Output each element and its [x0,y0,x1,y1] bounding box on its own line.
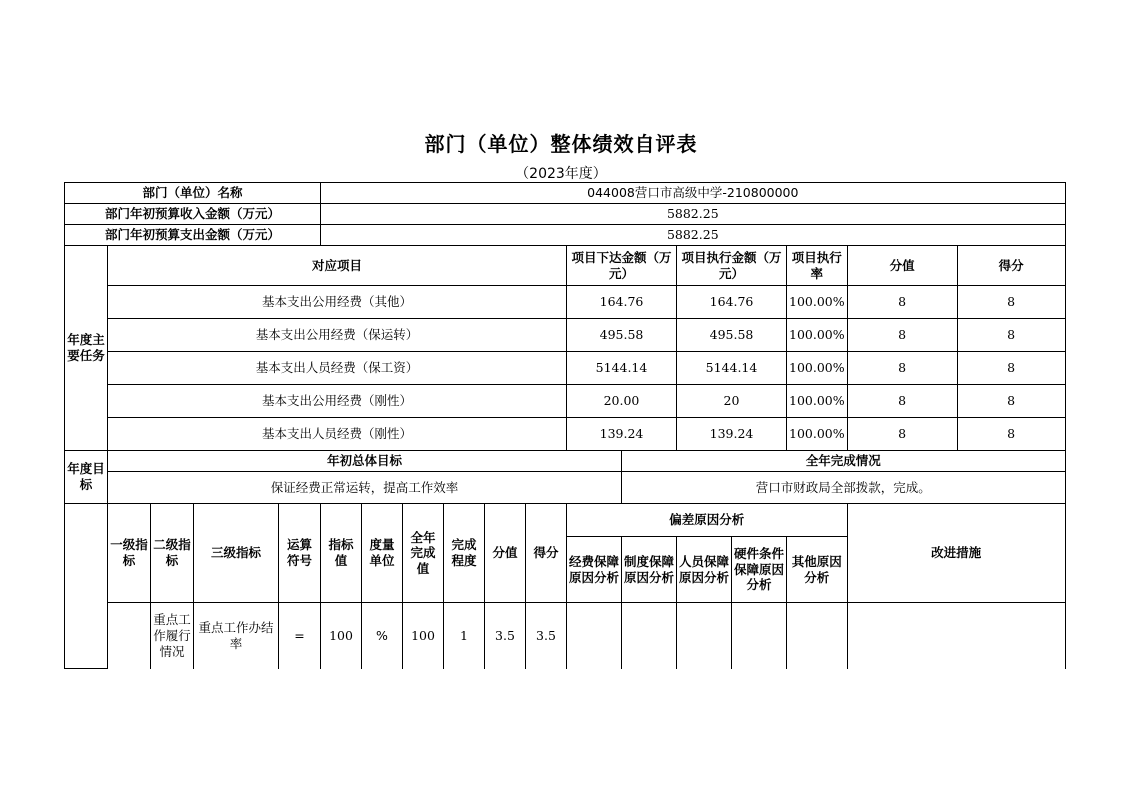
ind-dev-hardware [732,603,787,669]
indicators-section-label [65,504,108,669]
tasks-header-score: 得分 [957,246,1065,286]
task-score-value: 8 [847,286,957,319]
tasks-header-issued: 项目下达金额（万元） [567,246,677,286]
task-issued: 139.24 [567,418,677,451]
ind-header-score-value: 分值 [485,504,526,603]
ind-target: 100 [321,603,362,669]
ind-header-dev-system: 制度保障原因分析 [622,537,677,603]
task-rate: 100.00% [787,286,848,319]
ind-dev-other [787,603,848,669]
ind-dev-funds [567,603,622,669]
task-executed: 20 [677,385,787,418]
ind-header-level1: 一级指标 [108,504,151,603]
ind-level3: 重点工作办结率 [194,603,279,669]
ind-dev-system [622,603,677,669]
expense-value: 5882.25 [321,225,1066,246]
ind-header-score: 得分 [526,504,567,603]
ind-operator: = [279,603,321,669]
ind-header-deviation: 偏差原因分析 [567,504,848,537]
task-item: 基本支出人员经费（刚性） [108,418,567,451]
task-rate: 100.00% [787,319,848,352]
performance-table [64,182,1066,669]
table-row [65,352,1066,385]
task-score-value: 8 [847,385,957,418]
task-score-value: 8 [847,319,957,352]
goals-done-header: 全年完成情况 [622,451,1066,472]
income-label: 部门年初预算收入金额（万元） [65,204,321,225]
ind-header-dev-other: 其他原因分析 [787,537,848,603]
ind-annual: 100 [403,603,444,669]
task-executed: 5144.14 [677,352,787,385]
task-score: 8 [957,352,1065,385]
ind-header-dev-hardware: 硬件条件保障原因分析 [732,537,787,603]
ind-measures [847,603,1065,669]
ind-degree: 1 [444,603,485,669]
task-score: 8 [957,319,1065,352]
task-issued: 5144.14 [567,352,677,385]
task-executed: 495.58 [677,319,787,352]
task-item: 基本支出公用经费（保运转） [108,319,567,352]
tasks-header-executed: 项目执行金额（万元） [677,246,787,286]
task-item: 基本支出人员经费（保工资） [108,352,567,385]
task-rate: 100.00% [787,385,848,418]
table-row [65,418,1066,451]
ind-score-value: 3.5 [485,603,526,669]
task-executed: 164.76 [677,286,787,319]
table-row [65,286,1066,319]
task-score-value: 8 [847,418,957,451]
ind-header-measures: 改进措施 [847,504,1065,603]
task-rate: 100.00% [787,418,848,451]
task-item: 基本支出公用经费（其他） [108,286,567,319]
ind-header-level3: 三级指标 [194,504,279,603]
tasks-section-label: 年度主要任务 [65,246,108,451]
ind-header-level2: 二级指标 [151,504,194,603]
task-score: 8 [957,418,1065,451]
task-score: 8 [957,286,1065,319]
task-executed: 139.24 [677,418,787,451]
ind-header-target: 指标值 [321,504,362,603]
task-rate: 100.00% [787,352,848,385]
income-value: 5882.25 [321,204,1066,225]
ind-header-degree: 完成程度 [444,504,485,603]
task-issued: 20.00 [567,385,677,418]
dept-name-label: 部门（单位）名称 [65,183,321,204]
task-item: 基本支出公用经费（刚性） [108,385,567,418]
ind-header-operator: 运算符号 [279,504,321,603]
tasks-header-score-value: 分值 [847,246,957,286]
goals-target-header: 年初总体目标 [108,451,622,472]
ind-header-unit: 度量单位 [362,504,403,603]
task-score: 8 [957,385,1065,418]
ind-score: 3.5 [526,603,567,669]
ind-header-dev-staff: 人员保障原因分析 [677,537,732,603]
task-issued: 495.58 [567,319,677,352]
ind-dev-staff [677,603,732,669]
ind-level1 [108,603,151,669]
tasks-header-rate: 项目执行率 [787,246,848,286]
page-title: 部门（单位）整体绩效自评表 [424,132,698,156]
goals-section-label: 年度目标 [65,451,108,504]
dept-name-value: 044008营口市高级中学-210800000 [321,183,1066,204]
task-issued: 164.76 [567,286,677,319]
year-subtitle: （2023年度） [515,166,607,182]
task-score-value: 8 [847,352,957,385]
expense-label: 部门年初预算支出金额（万元） [65,225,321,246]
ind-unit: % [362,603,403,669]
ind-level2: 重点工作履行情况 [151,603,194,669]
table-row [65,603,1066,669]
goals-target-value: 保证经费正常运转，提高工作效率 [108,472,622,504]
ind-header-annual: 全年完成值 [403,504,444,603]
table-row [65,385,1066,418]
tasks-header-item: 对应项目 [108,246,567,286]
ind-header-dev-funds: 经费保障原因分析 [567,537,622,603]
table-row [65,319,1066,352]
goals-done-value: 营口市财政局全部拨款，完成。 [622,472,1066,504]
